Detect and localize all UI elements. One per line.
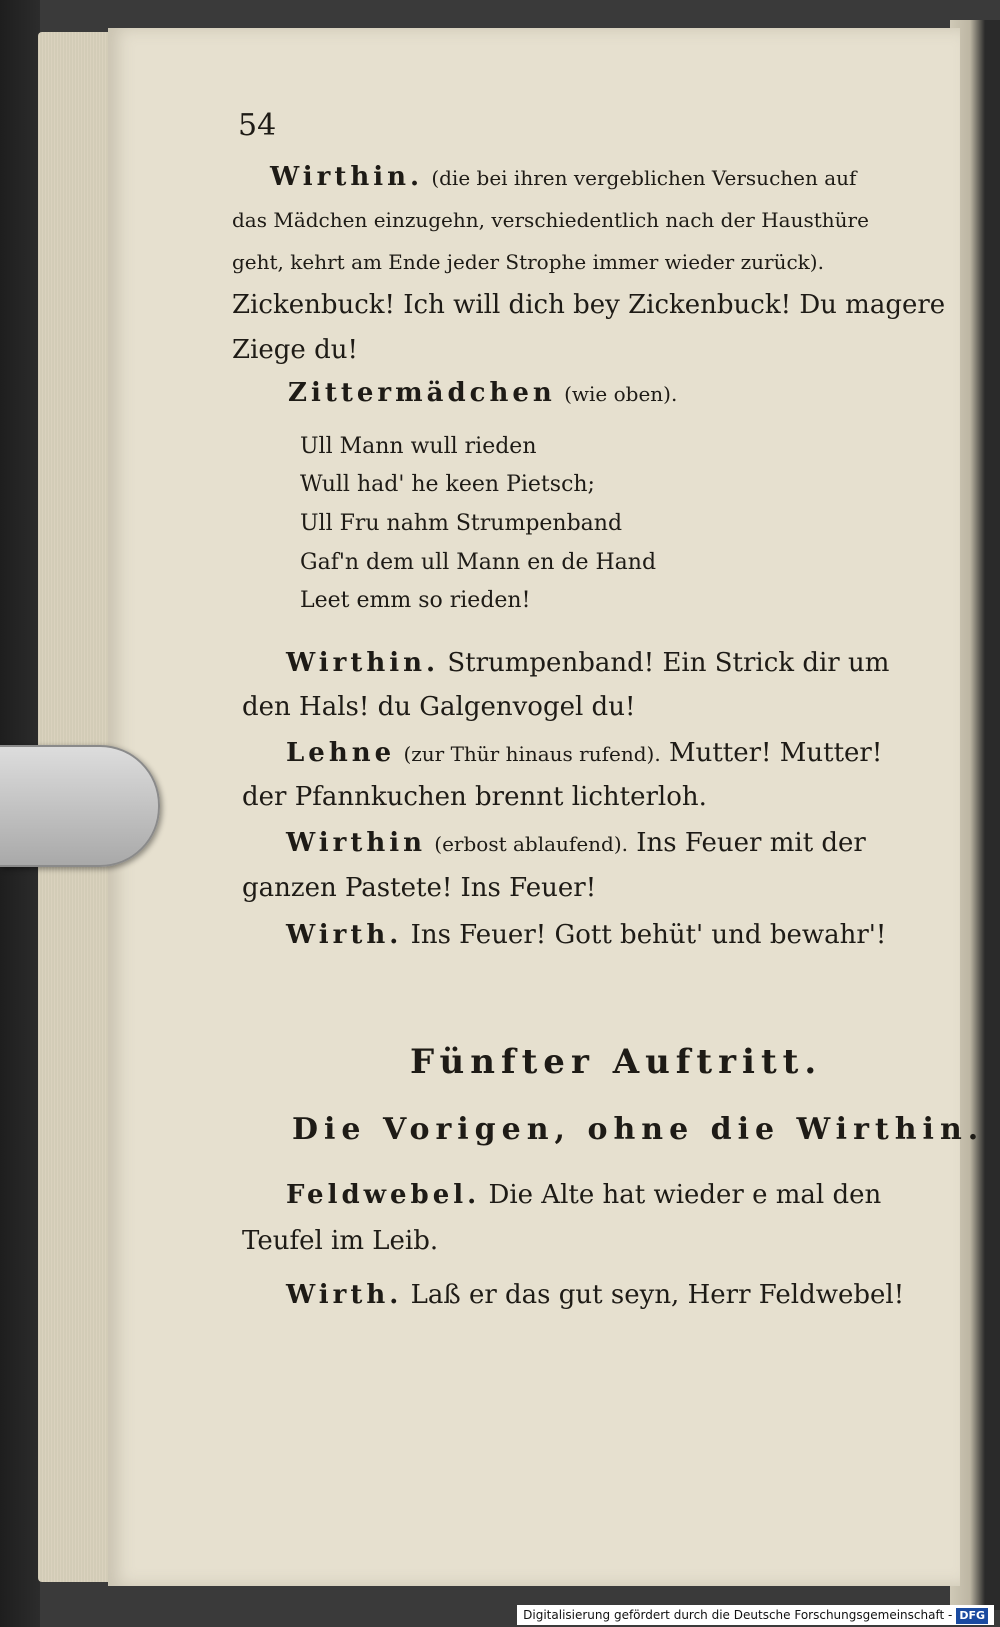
speaker-name: Wirthin bbox=[286, 828, 427, 858]
dialogue-line bbox=[286, 828, 866, 858]
text-line bbox=[288, 378, 677, 408]
speaker-name: Wirthin. bbox=[286, 648, 440, 678]
stage-direction: (wie oben). bbox=[564, 382, 678, 406]
speaker-name: Zittermädchen bbox=[288, 378, 556, 408]
page-clip bbox=[0, 745, 160, 867]
speaker-name: Wirth. bbox=[286, 1280, 403, 1310]
stage-direction: geht, kehrt am Ende jeder Strophe immer wieder zurück). bbox=[232, 250, 824, 274]
dialogue-line: der Pfannkuchen brennt lichterloh. bbox=[242, 782, 707, 812]
stage-direction: (zur Thür hinaus rufend). bbox=[403, 742, 661, 766]
speaker-name: Wirthin. bbox=[270, 162, 424, 192]
text-line bbox=[270, 162, 856, 192]
dialogue-text: Mutter! Mutter! bbox=[668, 738, 883, 768]
dialogue-line: Ziege du! bbox=[232, 335, 358, 365]
dialogue-text: Ins Feuer mit der bbox=[636, 828, 866, 858]
scene-subtitle: Die Vorigen, ohne die Wirthin. bbox=[292, 1112, 985, 1147]
dialogue-line bbox=[286, 920, 886, 950]
dialogue-line bbox=[286, 738, 882, 768]
stage-direction: (erbost ablaufend). bbox=[434, 832, 628, 856]
verse-line: Leet emm so rieden! bbox=[300, 588, 531, 613]
dialogue-text: Strumpenband! Ein Strick dir um bbox=[447, 648, 890, 678]
dfg-logo: DFG bbox=[956, 1608, 988, 1624]
dialogue-line bbox=[286, 1280, 904, 1310]
verse-line: Gaf'n dem ull Mann en de Hand bbox=[300, 550, 657, 575]
verse-line: Ull Mann wull rieden bbox=[300, 434, 537, 459]
dialogue-line: Teufel im Leib. bbox=[242, 1226, 439, 1256]
dialogue-line bbox=[286, 648, 889, 678]
digitization-credit bbox=[517, 1605, 994, 1625]
stage-direction: das Mädchen einzugehn, verschiedentlich nach der Hausthüre bbox=[232, 208, 869, 232]
dialogue-line: ganzen Pastete! Ins Feuer! bbox=[242, 873, 597, 903]
scene-title: Fünfter Auftritt. bbox=[410, 1042, 823, 1082]
stage-direction: (die bei ihren vergeblichen Versuchen auf bbox=[431, 166, 857, 190]
dialogue-line: den Hals! du Galgenvogel du! bbox=[242, 692, 636, 722]
dialogue-line bbox=[286, 1180, 881, 1210]
dialogue-line: Zickenbuck! Ich will dich bey Zickenbuck! Du magere bbox=[232, 290, 946, 320]
speaker-name: Wirth. bbox=[286, 920, 403, 950]
credit-text: Digitalisierung gefördert durch die Deutsche Forschungsgemeinschaft - bbox=[523, 1608, 953, 1622]
verse-line: Ull Fru nahm Strumpenband bbox=[300, 511, 623, 536]
dialogue-text: Die Alte hat wieder e mal den bbox=[488, 1180, 882, 1210]
speaker-name: Feldwebel. bbox=[286, 1180, 481, 1210]
speaker-name: Lehne bbox=[286, 738, 396, 768]
verse-line: Wull had' he keen Pietsch; bbox=[300, 472, 595, 497]
dialogue-text: Ins Feuer! Gott behüt' und bewahr'! bbox=[410, 920, 887, 950]
page-number: 54 bbox=[238, 108, 277, 143]
dialogue-text: Laß er das gut seyn, Herr Feldwebel! bbox=[410, 1280, 905, 1310]
